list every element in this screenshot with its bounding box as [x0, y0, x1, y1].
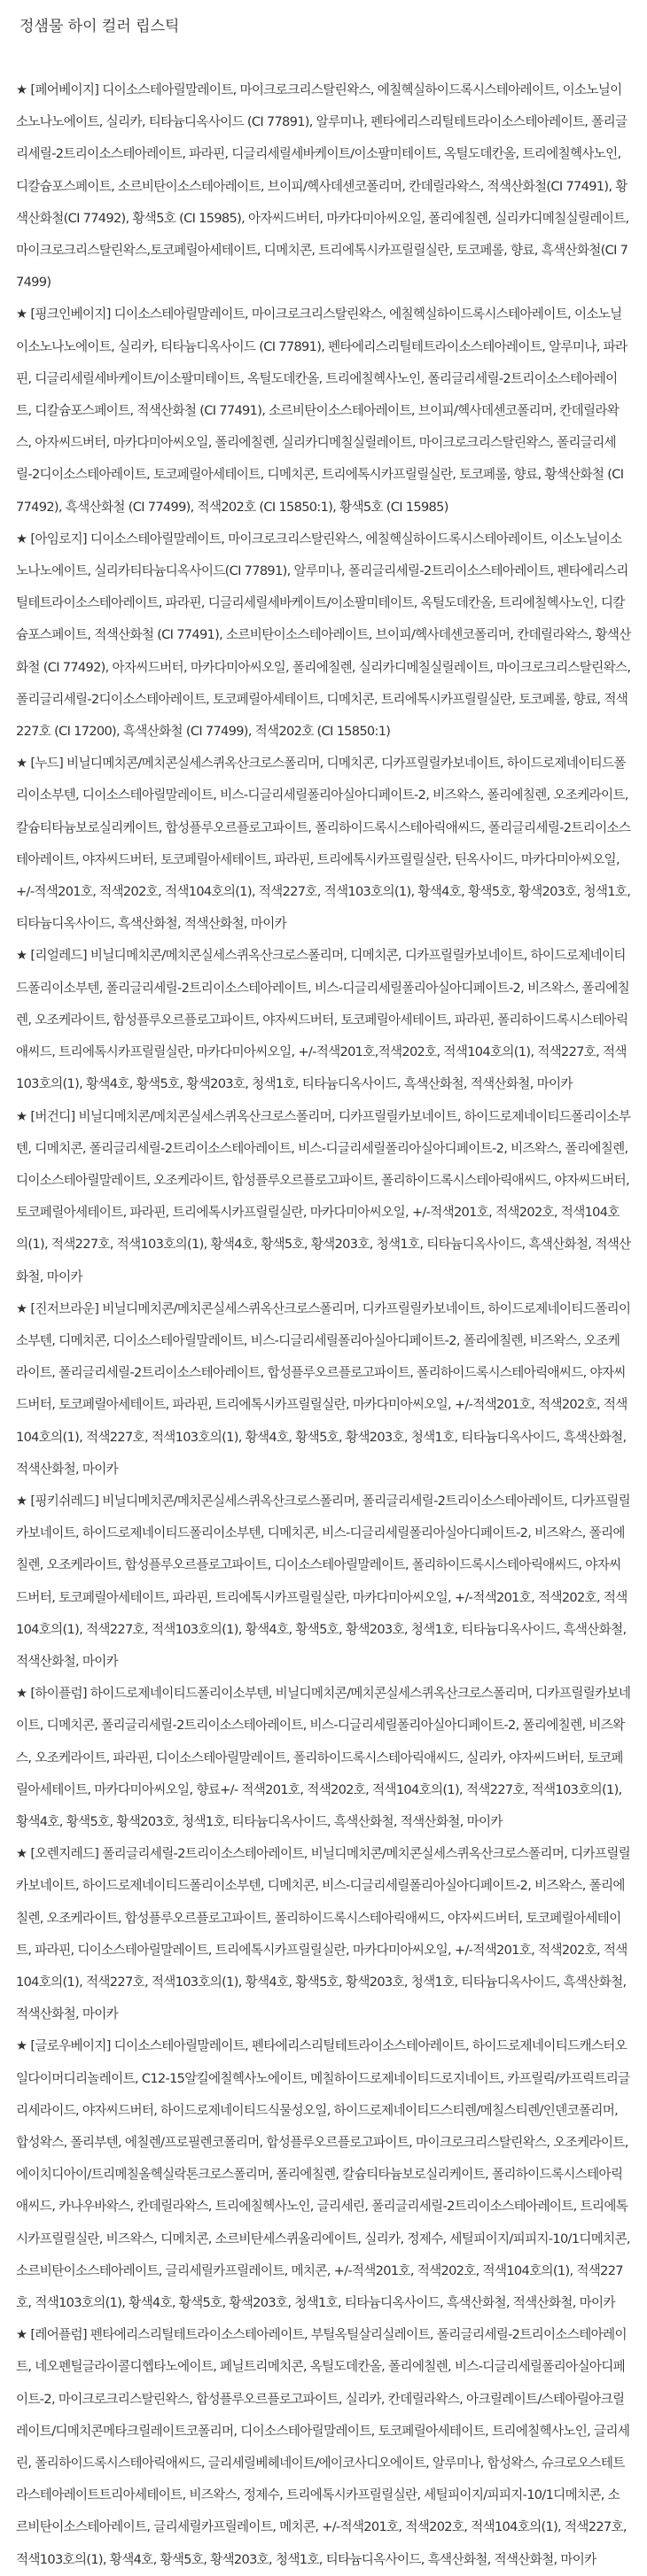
ingredient-text: ★ [진저브라운] 비닐디메치콘/메치콘실세스퀴옥산크로스폴리머, 디카프릴릴카보네이트, 하이드로제네이티드폴리이소부텐, 디메치콘, 디이소스테아릴말레이트, 비스-디글리세릴폴리아실아디페이트-2, 폴리에칠렌, 비즈왁스, 오조케라이트, 폴리글리세릴-2트리이소스테아레이트, 합성플루오르플로고파이트, 폴리하이드록시스테아릭애씨드, 야자씨드버터, 토코페릴아세테이트, 파라핀, 트리에톡시카프릴릴실란, 마카다미아씨오일, +/-적색201호, 적색202호, 적색104호의(1), 적색227호, 적색103호의(1), 황색4호, 황색5호, 황색203호, 청색1호, 티타늄디옥사이드, 흑색산화철, 적색산화철, 마이카: [16, 1300, 631, 1477]
ingredient-entry: [16, 748, 631, 940]
ingredient-entry: [16, 1678, 631, 1838]
ingredient-entry: [16, 299, 631, 523]
ingredient-text: ★ [페어베이지] 디이소스테아릴말레이트, 마이크로크리스탈린왁스, 에칠헥실하이드록시스테아레이트, 이소노닐이소노나노에이트, 실리카, 티타늄디옥사이드 (CI 77891), 알루미나, 펜타에리스리틸테트라이소스테아레이트, 폴리글리세릴-2트리이소스테아레이트, 파라핀, 디글리세릴세바케이트/이소팔미테이트, 옥틸도데칸올, 트리에칠헥사노인, 디칼슘포스페이트, 소르비탄이소스테아레이트, 브이피/헥사데센코폴리머, 칸데릴라왁스, 적색산화철(CI 77491), 황색산화철(CI 77492), 황색5호 (CI 15985), 아자씨드버터, 마카다미아씨오일, 폴리에칠렌, 실리카디메칠실릴레이트, 마이크로크리스탈린왁스,토코페릴아세테이트, 디메치콘, 트리에톡시카프릴릴실란, 토코페롤, 향료, 흑색산화철(CI 77499): [16, 82, 629, 291]
ingredient-text: ★ [버건디] 비닐디메치콘/메치콘실세스퀴옥산크로스폴리머, 디카프릴릴카보네이트, 하이드로제네이티드폴리이소부텐, 디메치콘, 폴리글리세릴-2트리이소스테아레이트, 비스-디글리세릴폴리아실아디페이트-2, 비즈왁스, 폴리에칠렌, 디이소스테아릴말레이트, 오조케라이트, 합성플루오르플로고파이트, 폴리하이드록시스테아릭애씨드, 야자씨드버터, 토코페릴아세테이트, 파라핀, 트리에톡시카프릴릴실란, 마카다미아씨오일, +/-적색201호, 적색202호, 적색104호의(1), 적색227호, 적색103호의(1), 황색4호, 황색5호, 황색203호, 청색1호, 티타늄디옥사이드, 흑색산화철, 적색산화철, 마이카: [16, 1108, 631, 1284]
page-title: 정샘물 하이 컬러 립스틱: [19, 18, 180, 35]
ingredient-entry: [16, 74, 631, 299]
ingredient-text: ★ [오렌지레드] 폴리글리세릴-2트리이소스테아레이트, 비닐디메치콘/메치콘실세스퀴옥산크로스폴리머, 디카프릴릴카보네이트, 하이드로제네이티드폴리이소부텐, 디메치콘, 비스-디글리세릴폴리아실아디페이트-2, 비즈왁스, 폴리에칠렌, 오조케라이트, 합성플루오르플로고파이트, 폴리하이드록시스테아릭애씨드, 야자씨드버터, 토코페릴아세테이트, 파라핀, 디이소스테아릴말레이트, 트리에톡시카프릴릴실란, 마카다미아씨오일, +/-적색201호, 적색202호, 적색104호의(1), 적색227호, 적색103호의(1), 황색4호, 황색5호, 황색203호, 청색1호, 티타늄디옥사이드, 흑색산화철, 적색산화철, 마이카: [16, 1846, 631, 2022]
ingredient-text: ★ [아임로지] 디이소스테아릴말레이트, 마이크로크리스탈린왁스, 에칠헥실하이드록시스테아레이트, 이소노닐이소노나노에이트, 실리카티타늄디옥사이드(CI 77891), 알루미나, 폴리글리세릴-2트리이소스테아레이트, 펜타에리스리틸테트라이소스테아레이트, 파라핀, 디글리세릴세바케이트/이소팔미테이트, 옥틸도데칸올, 트리에칠헥사노인, 디칼슘포스페이트, 적색산화철 (CI 77491), 소르비탄이소스테아레이트, 브이피/헥사데센코폴리머, 칸데릴라왁스, 황색산화철 (CI 77492), 아자씨드버터, 마카다미아씨오일, 폴리에칠렌, 실리카디메칠실릴레이트, 마이크로크리스탈린왁스, 폴리글리세릴-2디이소스테아레이트, 토코페릴아세테이트, 디메치콘, 트리에톡시카프릴릴실란, 토코페롤, 향료, 적색227호 (CI 17200), 흑색산화철 (CI 77499), 적색202호 (CI 15850:1): [16, 531, 631, 740]
ingredient-text: ★ [핑크인베이지] 디이소스테아릴말레이트, 마이크로크리스탈린왁스, 에칠헥실하이드록시스테아레이트, 이소노닐이소노나노에이트, 실리카, 티타늄디옥사이드 (CI 77891), 펜타에리스리틸테트라이소스테아레이트, 알루미나, 파라핀, 디글리세릴세바케이트/이소팔미테이트, 옥틸도데칸올, 트리에칠헥사노인, 폴리글리세릴-2트리이소스테아레이트, 디칼슘포스페이트, 적색산화철 (CI 77491), 소르비탄이소스테아레이트, 브이피/헥사데센코폴리머, 칸데릴라왁스, 아자씨드버터, 마카다미아씨오일, 폴리에칠렌, 실리카디메칠실릴레이트, 마이크로크리스탈린왁스, 폴리글리세릴-2디이소스테아레이트, 토코페릴아세테이트, 디메치콘, 트리에톡시카프릴릴실란, 토코페롤, 향료, 황색산화철 (CI 77492), 흑색산화철 (CI 77499), 적색202호 (CI 15850:1), 황색5호 (CI 15985): [16, 306, 628, 515]
ingredient-text: ★ [핑키쉬레드] 비닐디메치콘/메치콘실세스퀴옥산크로스폴리머, 폴리글리세릴-2트리이소스테아레이트, 디카프릴릴카보네이트, 하이드로제네이티드폴리이소부텐, 디메치콘, 비스-디글리세릴폴리아실아디페이트-2, 비즈왁스, 폴리에칠렌, 오조케라이트, 합성플루오르플로고파이트, 디이소스테아릴말레이트, 폴리하이드록시스테아릭애씨드, 야자씨드버터, 토코페릴아세테이트, 파라핀, 트리에톡시카프릴릴실란, 마카다미아씨오일, +/-적색201호, 적색202호, 적색104호의(1), 적색227호, 적색103호의(1), 황색4호, 황색5호, 황색203호, 청색1호, 티타늄디옥사이드, 흑색산화철, 적색산화철, 마이카: [16, 1493, 631, 1669]
ingredient-entry: [16, 1486, 631, 1678]
ingredient-text: ★ [누드] 비닐디메치콘/메치콘실세스퀴옥산크로스폴리머, 디메치콘, 디카프릴릴카보네이트, 하이드로제네이티드폴리이소부텐, 디이소스테아릴말레이트, 비스-디글리세릴폴리아실아디페이트-2, 비즈왁스, 폴리에칠렌, 오조케라이트, 칼슘티타늄보로실리케이트, 합성플루오르플로고파이트, 폴리하이드록시스테아릭애씨드, 폴리글리세릴-2트리이소스테아레이트, 야자씨드버터, 토코페릴아세테이트, 파라핀, 트리에톡시카프릴릴실란, 틴옥사이드, 마카다미아씨오일, +/-적색201호, 적색202호, 적색104호의(1), 적색227호, 적색103호의(1), 황색4호, 황색5호, 황색203호, 청색1호, 티타늄디옥사이드, 흑색산화철, 적색산화철, 마이카: [16, 756, 631, 932]
ingredient-text: ★ [하이플럼] 하이드로제네이티드폴리이소부텐, 비닐디메치콘/메치콘실세스퀴옥산크로스폴리머, 디카프릴릴카보네이트, 디메치콘, 폴리글리세릴-2트리이소스테아레이트, 비스-디글리세릴폴리아실아디페이트-2, 폴리에칠렌, 비즈왁스, 오조케라이트, 파라핀, 디이소스테아릴말레이트, 폴리하이드록시스테아릭애씨드, 실리카, 야자씨드버터, 토코페릴아세테이트, 마카다미아씨오일, 향료+/- 적색201호, 적색202호, 적색104호의(1), 적색227호, 적색103호의(1), 황색4호, 황색5호, 황색203호, 청색1호, 티타늄디옥사이드, 흑색산화철, 적색산화철, 마이카: [16, 1686, 631, 1829]
ingredient-text: ★ [레어플럼] 펜타에리스리틸테트라이소스테아레이트, 부틸옥틸살리실레이트, 폴리글리세릴-2트리이소스테아레이트, 네오펜틸글라이콜디헵타노에이트, 페닐트리메치콘, 옥틸도데칸올, 폴리에칠렌, 비스-디글리세릴폴리아실아디페이트-2, 마이크로크리스탈린왁스, 합성플루오르플로고파이트, 실리카, 칸데릴라왁스, 아크릴레이트/스테아릴아크릴레이트/디메치콘메타크릴레이트코폴리머, 디이소스테아릴말레이트, 토코페릴아세테이트, 트리에칠헥사노인, 글리세린, 폴리하이드록시스테아릭애씨드, 글리세릴베헤네이트/에이코사디오에이트, 알루미나, 합성왁스, 슈크로오스테트라스테아레이트트리아세테이트, 비즈왁스, 정제수, 트리에톡시카프릴릴실란, 세틸피이지/피피지-10/1디메치콘, 소르비탄이소스테아레이트, 글리세릴카프릴레이트, 메치콘, +/-적색201호, 적색202호, 적색104호의(1), 적색227호, 적색103호의(1), 황색4호, 황색5호, 황색203호, 청색1호, 티타늄디옥사이드, 흑색산화철, 적색산화철, 마이카: [16, 2327, 630, 2567]
ingredient-entry: [16, 2030, 631, 2319]
ingredient-entry: [16, 2319, 631, 2576]
ingredient-list: [16, 74, 631, 2576]
ingredient-text: ★ [리얼레드] 비닐디메치콘/메치콘실세스퀴옥산크로스폴리머, 디메치콘, 디카프릴릴카보네이트, 하이드로제네이티드폴리이소부텐, 폴리글리세릴-2트리이소스테아레이트, 비스-디글리세릴폴리아실아디페이트-2, 비즈왁스, 폴리에칠렌, 오조케라이트, 합성플루오르플로고파이트, 야자씨드버터, 토코페릴아세테이트, 파라핀, 폴리하이드록시스테아릭애씨드, 트리에톡시카프릴릴실란, 마카다미아씨오일, +/-적색201호,적색202호, 적색104호의(1), 적색227호, 적색103호의(1), 황색4호, 황색5호, 황색203호, 청색1호, 티타늄디옥사이드, 흑색산화철, 적색산화철, 마이카: [16, 948, 630, 1092]
ingredient-entry: [16, 524, 631, 748]
ingredient-entry: [16, 1101, 631, 1293]
ingredient-entry: [16, 940, 631, 1100]
ingredient-text: ★ [글로우베이지] 디이소스테아릴말레이트, 펜타에리스리틸테트라이소스테아레이트, 하이드로제네이티드캐스터오일다이머디리놀레이트, C12-15알킬에칠헥사노에이트, 메칠하이드로제네이티드로지네이트, 카프릴릭/카프릭트리글리세라이드, 야자씨드버터, 하이드로제네이티드식물성오일, 하이드로제네이티드스티렌/메칠스티렌/인덴코폴리머, 합성왁스, 폴리부텐, 에칠렌/프로필렌코폴리머, 합성플루오르플로고파이트, 마이크로크리스탈린왁스, 오조케라이트, 에이치디아이/트리메칠올헥실락톤크로스폴리머, 폴리에칠렌, 칼슘티타늄보로실리케이트, 폴리하이드록시스테아릭애씨드, 카나우바왁스, 칸데릴라왁스, 트리에칠헥사노인, 글리세린, 폴리글리세릴-2트리이소스테아레이트, 트리에톡시카프릴릴실란, 비즈왁스, 디메치콘, 소르비탄세스퀴올리에이트, 실리카, 정제수, 세틸피이지/피피지-10/1디메치콘, 소르비탄이소스테아레이트, 글리세릴카프릴레이트, 메치콘, +/-적색201호, 적색202호, 적색104호의(1), 적색227호, 적색103호의(1), 황색4호, 황색5호, 황색203호, 청색1호, 티타늄디옥사이드, 흑색산화철, 적색산화철, 마이카: [16, 2038, 630, 2311]
ingredient-entry: [16, 1293, 631, 1486]
ingredient-entry: [16, 1838, 631, 2030]
